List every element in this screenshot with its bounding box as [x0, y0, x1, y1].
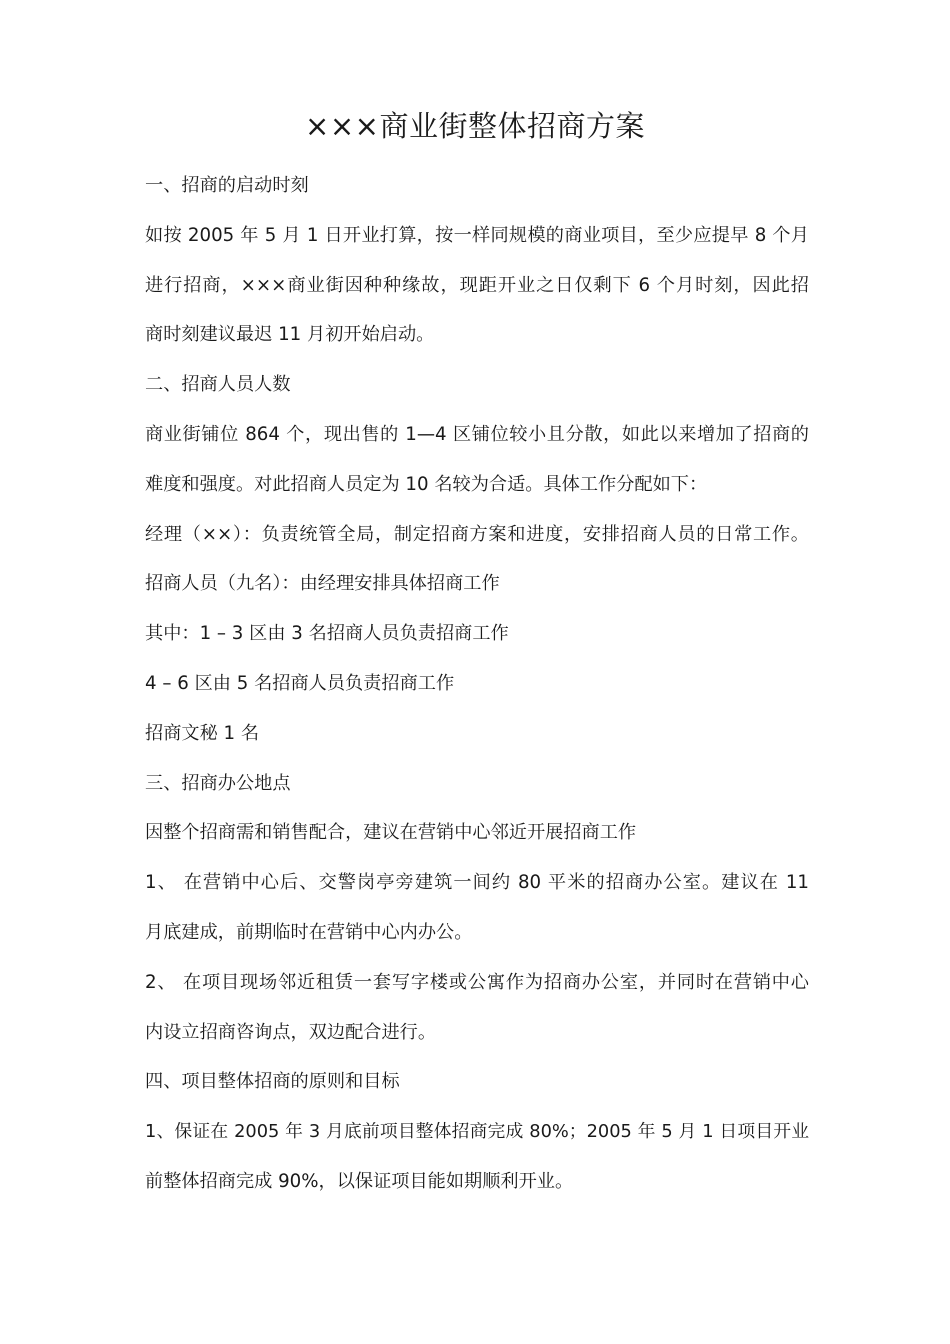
text-line: 难度和强度。对此招商人员定为 10 名较为合适。具体工作分配如下：: [145, 473, 708, 495]
text-line: 三、招商办公地点: [145, 772, 291, 794]
text-line: 因整个招商需和销售配合，建议在营销中心邻近开展招商工作: [145, 822, 637, 844]
text-line: 如按 2005 年 5 月 1 日开业打算，按一样同规模的商业项目，至少应提早 8 个月: [145, 224, 809, 246]
text-line: 内设立招商咨询点，双边配合进行。: [145, 1021, 437, 1043]
text-line: 招商文秘 1 名: [145, 722, 260, 744]
text-line: 前整体招商完成 90%，以保证项目能如期顺利开业。: [145, 1170, 574, 1192]
text-line: 二、招商人员人数: [145, 374, 291, 396]
text-line: 一、招商的启动时刻: [145, 175, 309, 196]
text-line: 经理（××）：负责统管全局，制定招商方案和进度，安排招商人员的日常工作。: [145, 523, 809, 545]
text-line: 1、保证在 2005 年 3 月底前项目整体招商完成 80%；2005 年 5 月 1 日项目开业: [145, 1121, 809, 1143]
text-line: 其中：1 – 3 区由 3 名招商人员负责招商工作: [145, 623, 509, 645]
text-line: 商业街铺位 864 个，现出售的 1—4 区铺位较小且分散，如此以来增加了招商的: [145, 423, 809, 445]
text-line: 商时刻建议最迟 11 月初开始启动。: [145, 324, 435, 346]
text-line: 四、项目整体招商的原则和目标: [145, 1071, 400, 1093]
text-line: 4 – 6 区由 5 名招商人员负责招商工作: [145, 672, 455, 694]
text-line: 进行招商，×××商业街因种种缘故，现距开业之日仅剩下 6 个月时刻，因此招: [145, 274, 809, 296]
text-line: 月底建成，前期临时在营销中心内办公。: [145, 921, 473, 943]
text-line: 2、 在项目现场邻近租赁一套写字楼或公寓作为招商办公室，并同时在营销中心: [145, 971, 809, 993]
document-title: ×××商业街整体招商方案: [305, 109, 645, 143]
text-line: 招商人员（九名）：由经理安排具体招商工作: [145, 573, 500, 595]
text-line: 1、 在营销中心后、交警岗亭旁建筑一间约 80 平米的招商办公室。建议在 11: [145, 872, 809, 894]
document-body: [145, 171, 809, 1217]
